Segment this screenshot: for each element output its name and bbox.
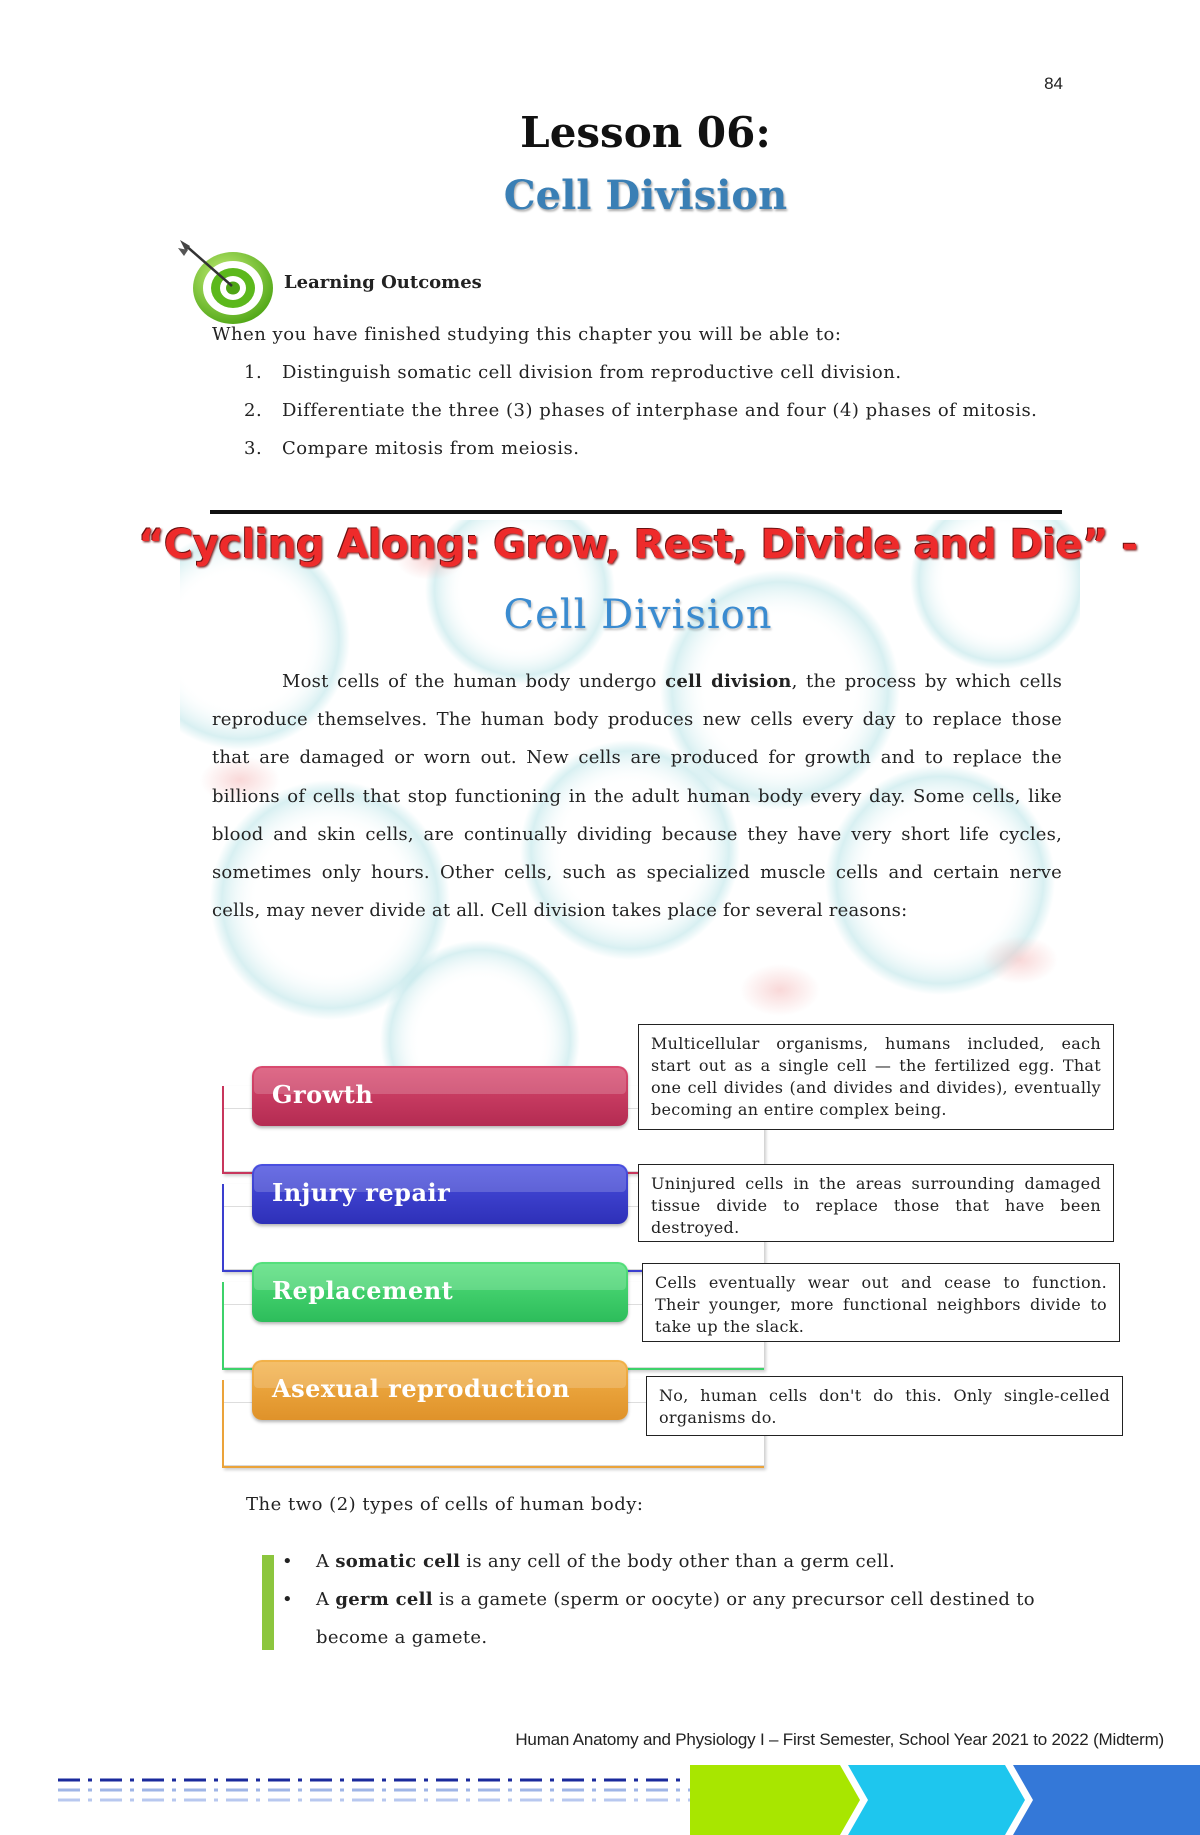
reason-description-injury-repair: Uninjured cells in the areas surrounding damaged tissue divide to replace those that have been destroyed.: [638, 1164, 1114, 1242]
section-title: “Cycling Along: Grow, Rest, Divide and Die” -: [138, 522, 1138, 568]
outcomes-list: [244, 360, 1037, 474]
lesson-subtitle: Cell Division: [503, 172, 788, 219]
cell-types-accent-bar: [262, 1555, 274, 1650]
list-text: Differentiate the three (3) phases of interphase and four (4) phases of mitosis.: [282, 400, 1038, 421]
intro-paragraph: [212, 663, 1062, 930]
footer-text: Human Anatomy and Physiology I – First Semester, School Year 2021 to 2022 (Midterm): [515, 1730, 1164, 1749]
outcomes-intro: When you have finished studying this chapter you will be able to:: [212, 324, 842, 345]
reason-asexual-reproduction: Asexual reproduction: [252, 1360, 628, 1420]
list-number: 1.: [244, 362, 263, 383]
cell-types-intro: The two (2) types of cells of human body:: [246, 1494, 644, 1515]
paragraph-bold-term: cell division: [665, 671, 792, 692]
term-somatic-cell: somatic cell: [335, 1551, 461, 1572]
list-number: 3.: [244, 438, 263, 459]
list-number: 2.: [244, 400, 263, 421]
reason-description-growth: Multicellular organisms, humans included, each start out as a single cell — the fertilized egg. That one cell divides (and divides and divides), eventually becoming an entire complex being.: [638, 1024, 1114, 1130]
cell-types-list: [282, 1543, 1072, 1657]
section-divider: [210, 510, 1062, 514]
section-subtitle: Cell Division: [503, 592, 773, 638]
reason-growth: Growth: [252, 1066, 628, 1126]
term-germ-cell: germ cell: [335, 1589, 433, 1610]
reason-description-asexual-reproduction: No, human cells don't do this. Only single-celled organisms do.: [646, 1376, 1123, 1436]
reason-injury-repair: Injury repair: [252, 1164, 628, 1224]
outcomes-heading: Learning Outcomes: [284, 272, 482, 293]
footer-decoration: [0, 1760, 1200, 1835]
paragraph-text: Most cells of the human body undergo: [282, 671, 666, 692]
page-number: 84: [1044, 74, 1063, 93]
lesson-title: Lesson 06:: [520, 108, 771, 157]
list-item: [244, 360, 1037, 398]
list-item: [244, 398, 1037, 436]
list-item: • A germ cell is a gamete (sperm or oocyte) or any precursor cell destined to become a gamete.: [282, 1589, 1035, 1648]
target-arrow-icon: [178, 240, 278, 326]
list-item: [244, 436, 1037, 474]
list-text: Distinguish somatic cell division from reproductive cell division.: [282, 362, 902, 383]
reason-replacement: Replacement: [252, 1262, 628, 1322]
list-text: Compare mitosis from meiosis.: [282, 438, 580, 459]
list-item: • A somatic cell is any cell of the body other than a germ cell.: [282, 1551, 895, 1572]
paragraph-text: , the process by which cells reproduce themselves. The human body produces new cells every day to replace those that are damaged or worn out. New cells are produced for growth and to replace the billions of cells that stop functioning in the adult human body every day. Some cells, like blood and skin cells, are continually dividing because they have very short life cycles, sometimes only hours. Other cells, such as specialized muscle cells and certain nerve cells, may never divide at all. Cell division takes place for several reasons:: [212, 671, 1063, 922]
reason-description-replacement: Cells eventually wear out and cease to function. Their younger, more functional neighbors divide to take up the slack.: [642, 1263, 1120, 1342]
